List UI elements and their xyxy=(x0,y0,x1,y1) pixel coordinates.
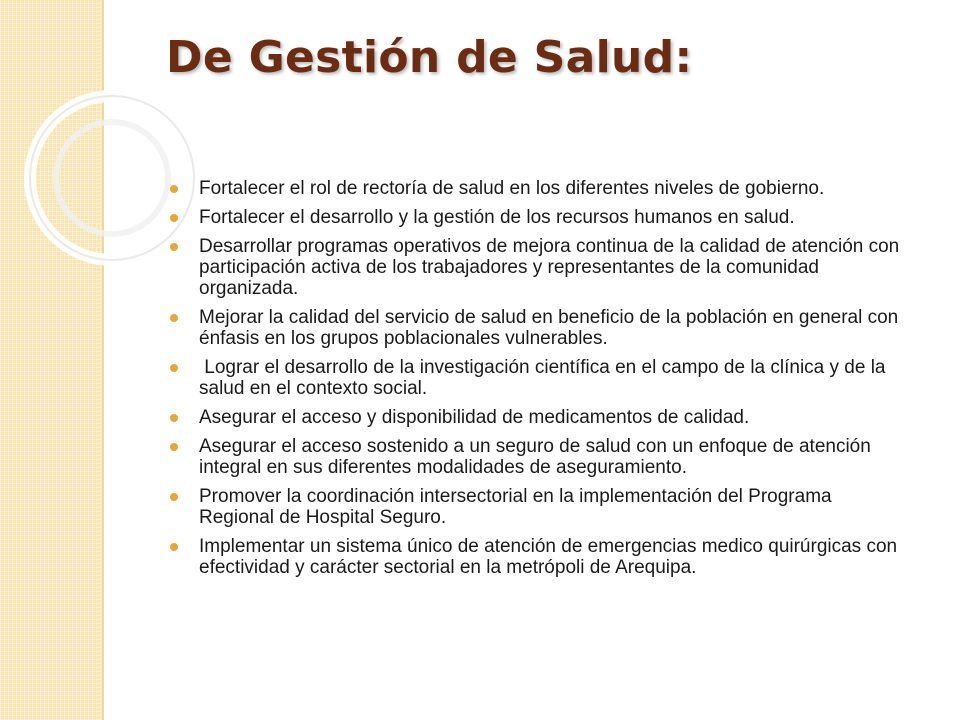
slide-title: De Gestión de Salud: xyxy=(166,32,693,83)
bullet-text: Mejorar la calidad del servicio de salud en beneficio de la población en general con énfasis en los grupos poblacionales vulnerables. xyxy=(199,307,899,349)
bullet-item xyxy=(170,407,910,428)
bullet-item xyxy=(170,236,910,299)
bullet-item xyxy=(170,178,910,199)
bullet-text: Lograr el desarrollo de la investigación científica en el campo de la clínica y de la salud en el contexto social. xyxy=(199,357,891,399)
bullet-dot-icon xyxy=(170,314,178,322)
bullet-dot-icon xyxy=(170,243,178,251)
bullet-dot-icon xyxy=(170,364,178,372)
bullet-item xyxy=(170,536,910,578)
bullet-item xyxy=(170,436,910,478)
bullet-text: Fortalecer el desarrollo y la gestión de los recursos humanos en salud. xyxy=(199,207,795,228)
bullet-text: Asegurar el acceso sostenido a un seguro de salud con un enfoque de atención integral en sus diferentes modalidades de aseguramiento. xyxy=(199,436,871,478)
bullet-list xyxy=(170,178,910,586)
bullet-text: Implementar un sistema único de atención de emergencias medico quirúrgicas con efectividad y carácter sectorial en la metrópoli de Arequipa. xyxy=(199,536,898,578)
bullet-text: Desarrollar programas operativos de mejora continua de la calidad de atención con participación activa de los trabajadores y representantes de la comunidad organizada. xyxy=(199,236,900,299)
bullet-item xyxy=(170,207,910,228)
bullet-dot-icon xyxy=(170,414,178,422)
bullet-text: Promover la coordinación intersectorial en la implementación del Programa Regional de Hospital Seguro. xyxy=(199,486,832,528)
bullet-text: Fortalecer el rol de rectoría de salud en los diferentes niveles de gobierno. xyxy=(199,178,825,199)
bullet-text: Asegurar el acceso y disponibilidad de medicamentos de calidad. xyxy=(199,407,750,428)
bullet-item xyxy=(170,486,910,528)
bullet-dot-icon xyxy=(170,543,178,551)
bullet-dot-icon xyxy=(170,493,178,501)
bullet-dot-icon xyxy=(170,443,178,451)
decorative-side-strip xyxy=(0,0,104,720)
bullet-item xyxy=(170,357,910,399)
bullet-item xyxy=(170,307,910,349)
bullet-dot-icon xyxy=(170,185,178,193)
bullet-dot-icon xyxy=(170,214,178,222)
